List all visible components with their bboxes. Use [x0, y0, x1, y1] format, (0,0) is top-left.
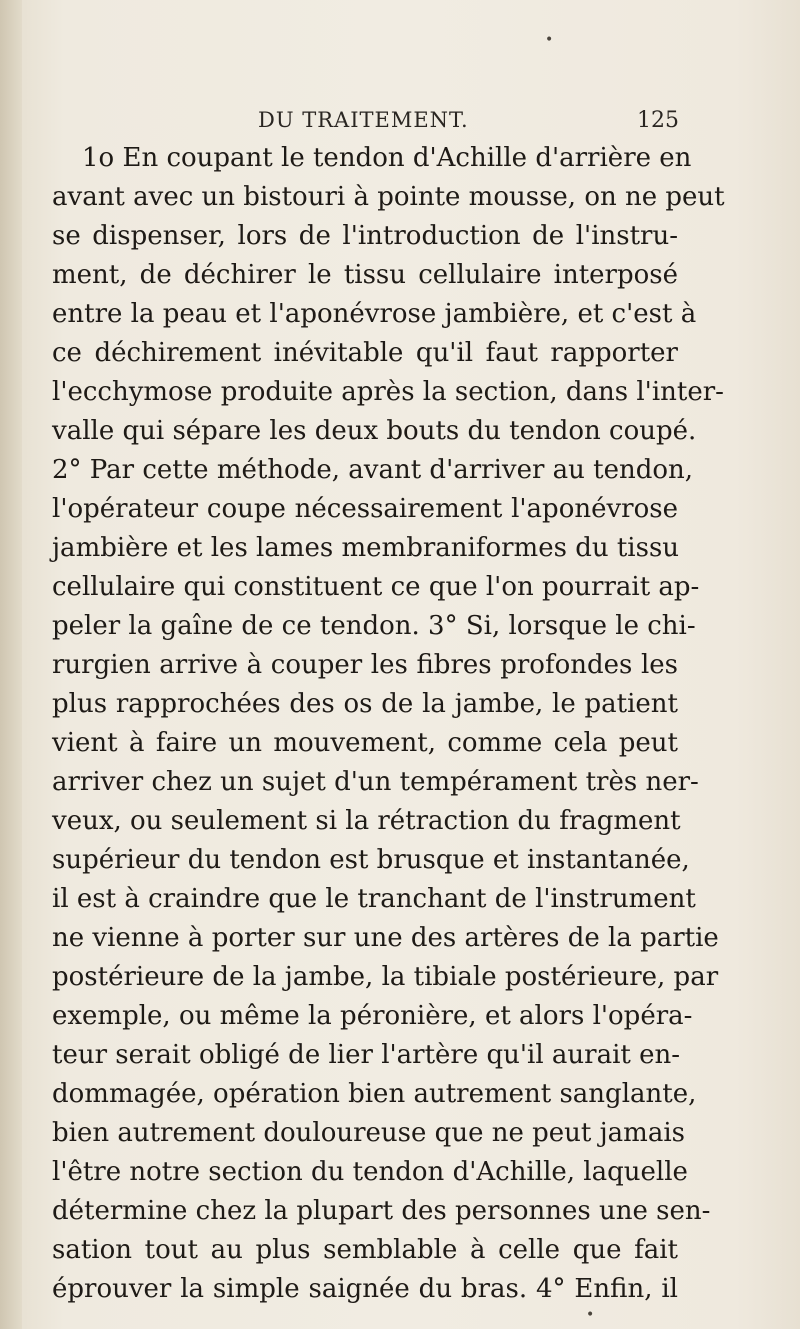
text-line: bien autrement douloureuse que ne peut jamais	[52, 1118, 685, 1148]
text-line: supérieur du tendon est brusque et instantanée,	[52, 845, 690, 875]
text-line: ne vienne à porter sur une des artères de la partie	[52, 923, 719, 953]
text-line: avant avec un bistouri à pointe mousse, on ne peut	[52, 182, 725, 212]
page-number: 125	[637, 108, 679, 133]
text-line: entre la peau et l'aponévrose jambière, et c'est à	[52, 299, 697, 329]
text-line: arriver chez un sujet d'un tempérament très ner-	[52, 767, 699, 797]
text-line: ment, de déchirer le tissu cellulaire interposé	[52, 260, 678, 290]
text-line: dommagée, opération bien autrement sanglante,	[52, 1079, 697, 1109]
ink-speck: •	[586, 1307, 595, 1323]
page-header	[0, 108, 800, 138]
text-line: l'ecchymose produite après la section, dans l'inter-	[52, 377, 724, 407]
text-line: plus rapprochées des os de la jambe, le patient	[52, 689, 678, 719]
text-line: 1o En coupant le tendon d'Achille d'arrière en	[82, 143, 692, 173]
text-line: jambière et les lames membraniformes du tissu	[52, 533, 680, 563]
page-left-edge	[0, 0, 22, 1329]
text-line: l'être notre section du tendon d'Achille, laquelle	[52, 1157, 688, 1187]
text-line: se dispenser, lors de l'introduction de l'instru-	[52, 221, 678, 251]
ink-speck: •	[545, 32, 554, 48]
text-line: valle qui sépare les deux bouts du tendon coupé.	[52, 416, 697, 446]
text-line: sation tout au plus semblable à celle que fait	[52, 1235, 678, 1265]
text-line: détermine chez la plupart des personnes une sen-	[52, 1196, 711, 1226]
text-line: vient à faire un mouvement, comme cela peut	[52, 728, 678, 758]
text-line: postérieure de la jambe, la tibiale postérieure, par	[52, 962, 719, 992]
running-title: DU TRAITEMENT.	[258, 108, 469, 132]
text-line: teur serait obligé de lier l'artère qu'il aurait en-	[52, 1040, 681, 1070]
text-line: ce déchirement inévitable qu'il faut rapporter	[52, 338, 678, 368]
text-line: il est à craindre que le tranchant de l'instrument	[52, 884, 696, 914]
text-line: peler la gaîne de ce tendon. 3° Si, lorsque le chi-	[52, 611, 696, 641]
text-line: veux, ou seulement si la rétraction du fragment	[52, 806, 681, 836]
text-line: exemple, ou même la péronière, et alors l'opéra-	[52, 1001, 693, 1031]
text-line: l'opérateur coupe nécessairement l'aponévrose	[52, 494, 678, 524]
text-line: rurgien arrive à couper les fibres profondes les	[52, 650, 678, 680]
text-line: cellulaire qui constituent ce que l'on pourrait ap-	[52, 572, 700, 602]
text-line: éprouver la simple saignée du bras. 4° Enfin, il	[52, 1274, 678, 1304]
text-line: 2° Par cette méthode, avant d'arriver au tendon,	[52, 455, 694, 485]
